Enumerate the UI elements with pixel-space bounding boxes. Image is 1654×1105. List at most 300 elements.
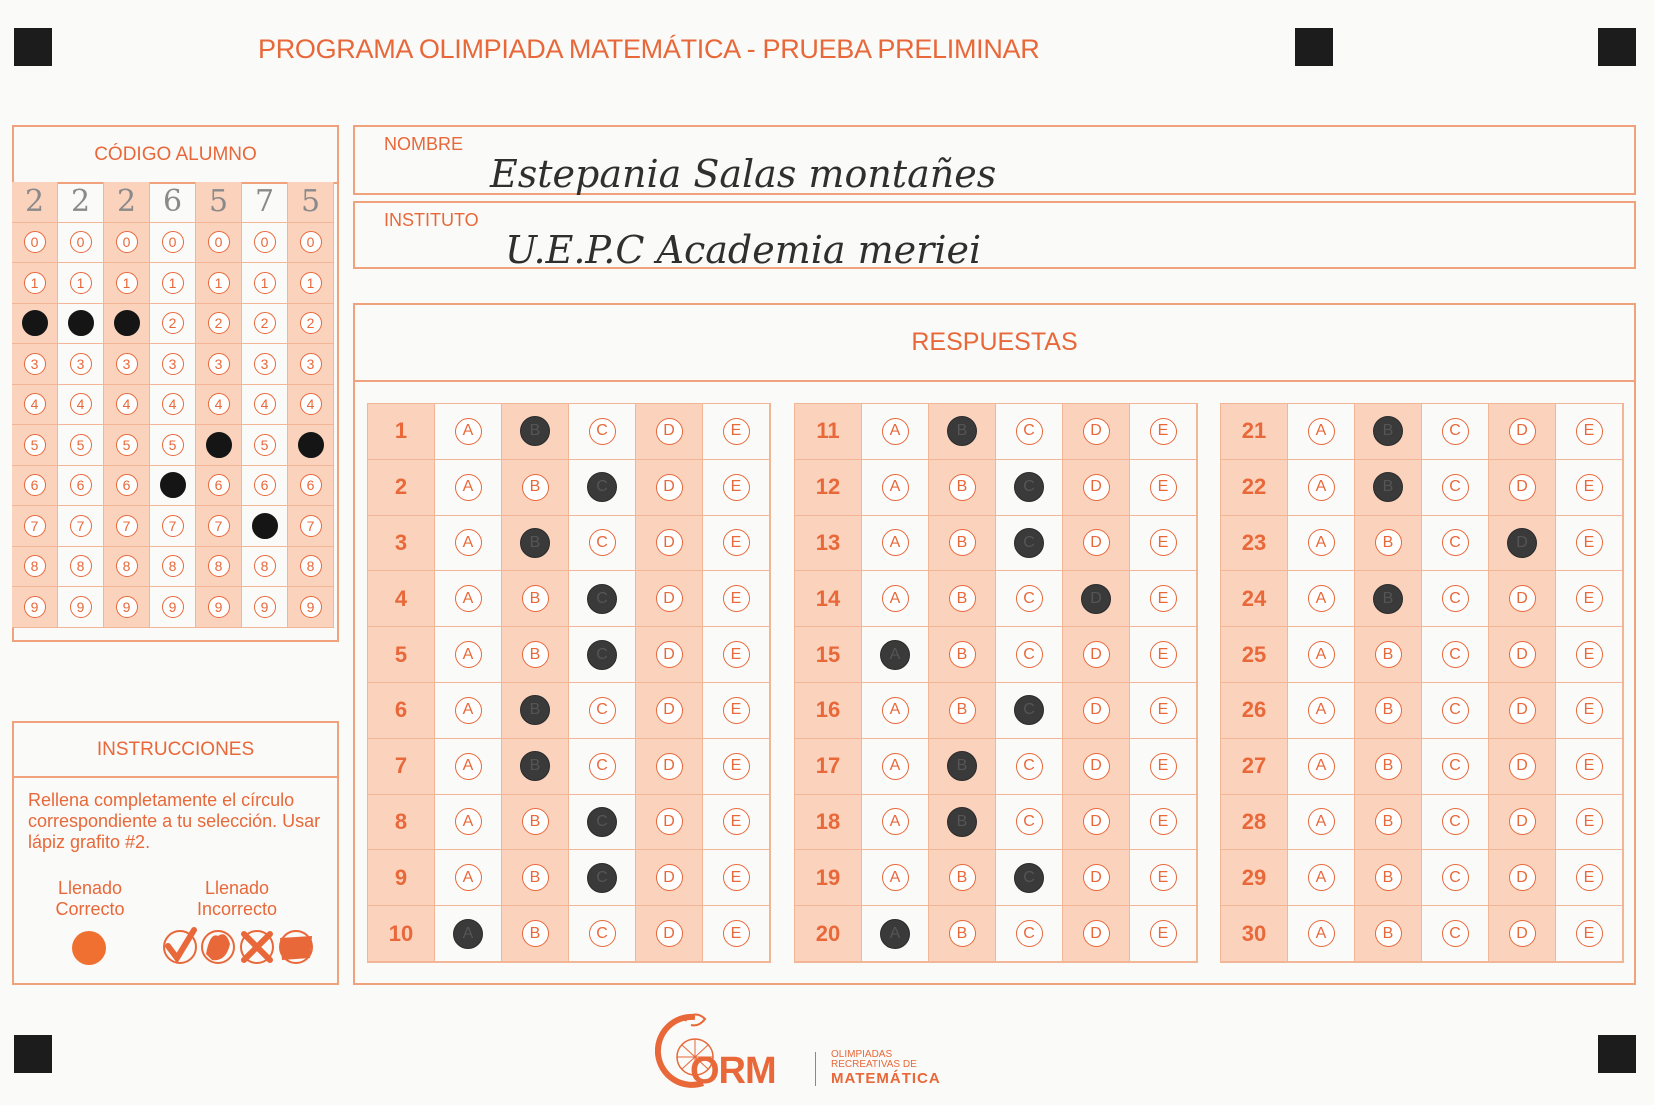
answer-bubble-filled[interactable]: B: [1373, 584, 1403, 614]
answer-bubble[interactable]: D: [656, 529, 683, 556]
answer-cell: [1063, 795, 1130, 851]
codigo-bubble[interactable]: 7: [70, 515, 92, 537]
codigo-bubble[interactable]: 1: [24, 272, 46, 294]
answer-bubble[interactable]: E: [723, 641, 750, 668]
codigo-cell: [58, 425, 104, 466]
answer-bubble[interactable]: A: [1308, 808, 1335, 835]
answer-bubble[interactable]: C: [1016, 641, 1043, 668]
codigo-bubble[interactable]: 4: [70, 393, 92, 415]
codigo-bubble-filled[interactable]: [114, 310, 140, 336]
answer-bubble-filled[interactable]: A: [880, 919, 910, 949]
answer-cell: [1288, 404, 1355, 460]
answer-bubble-filled[interactable]: C: [1014, 528, 1044, 558]
answer-bubble[interactable]: E: [1150, 697, 1177, 724]
answer-bubble[interactable]: A: [455, 585, 482, 612]
answer-bubble[interactable]: D: [656, 864, 683, 891]
codigo-bubble[interactable]: 5: [24, 434, 46, 456]
codigo-cell: [288, 587, 334, 628]
answer-cell: [1130, 404, 1197, 460]
answer-bubble[interactable]: A: [455, 697, 482, 724]
codigo-bubble[interactable]: 2: [208, 312, 230, 334]
answer-bubble[interactable]: E: [1150, 418, 1177, 445]
codigo-bubble[interactable]: 6: [70, 474, 92, 496]
answer-cell: [1556, 795, 1623, 851]
codigo-bubble[interactable]: 6: [254, 474, 276, 496]
codigo-bubble[interactable]: 6: [24, 474, 46, 496]
answer-bubble[interactable]: C: [1016, 585, 1043, 612]
answer-cell: [569, 739, 636, 795]
answer-cell: [569, 906, 636, 962]
codigo-cell: [288, 506, 334, 547]
answer-bubble[interactable]: D: [1083, 418, 1110, 445]
codigo-cell: [150, 547, 196, 588]
codigo-bubble[interactable]: 5: [254, 434, 276, 456]
answer-bubble[interactable]: E: [723, 529, 750, 556]
codigo-bubble[interactable]: 8: [24, 555, 46, 577]
codigo-cell: [104, 263, 150, 304]
codigo-bubble[interactable]: 2: [254, 312, 276, 334]
answer-bubble[interactable]: C: [1442, 697, 1469, 724]
answer-bubble[interactable]: B: [1375, 697, 1402, 724]
codigo-bubble[interactable]: 9: [116, 596, 138, 618]
codigo-bubble[interactable]: 5: [116, 434, 138, 456]
answer-bubble[interactable]: A: [1308, 753, 1335, 780]
codigo-bubble[interactable]: 7: [116, 515, 138, 537]
codigo-bubble-filled[interactable]: [298, 432, 324, 458]
codigo-bubble[interactable]: 0: [254, 231, 276, 253]
answer-bubble[interactable]: B: [1375, 753, 1402, 780]
codigo-bubble[interactable]: 8: [208, 555, 230, 577]
answer-bubble[interactable]: D: [1509, 697, 1536, 724]
answer-bubble[interactable]: E: [1150, 529, 1177, 556]
answer-bubble[interactable]: E: [723, 753, 750, 780]
answer-bubble[interactable]: E: [1150, 641, 1177, 668]
answer-bubble[interactable]: A: [455, 753, 482, 780]
answer-cell: [435, 795, 502, 851]
answer-bubble[interactable]: C: [589, 418, 616, 445]
codigo-bubble[interactable]: 3: [254, 353, 276, 375]
answer-bubble[interactable]: B: [522, 920, 549, 947]
codigo-cell: [150, 466, 196, 507]
answer-cell: [996, 627, 1063, 683]
answer-bubble-filled[interactable]: C: [587, 640, 617, 670]
answer-cell: [703, 627, 770, 683]
answer-bubble[interactable]: E: [1150, 864, 1177, 891]
answer-bubble[interactable]: C: [1442, 808, 1469, 835]
answer-bubble-filled[interactable]: B: [947, 751, 977, 781]
answer-cell: [1288, 906, 1355, 962]
codigo-bubble[interactable]: 3: [70, 353, 92, 375]
answer-bubble[interactable]: E: [1576, 697, 1603, 724]
question-number: 27: [1221, 739, 1288, 795]
answer-bubble-filled[interactable]: C: [1014, 863, 1044, 893]
answer-bubble[interactable]: E: [723, 920, 750, 947]
answer-cell: [1355, 906, 1422, 962]
answer-bubble-filled[interactable]: B: [1373, 416, 1403, 446]
codigo-bubble[interactable]: 1: [300, 272, 322, 294]
codigo-bubble[interactable]: 3: [24, 353, 46, 375]
answer-bubble[interactable]: D: [656, 418, 683, 445]
answer-bubble[interactable]: B: [949, 641, 976, 668]
answer-bubble[interactable]: B: [949, 697, 976, 724]
codigo-bubble[interactable]: 9: [300, 596, 322, 618]
codigo-bubble[interactable]: 4: [300, 393, 322, 415]
codigo-bubble[interactable]: 4: [162, 393, 184, 415]
answer-bubble[interactable]: B: [522, 474, 549, 501]
answer-bubble[interactable]: E: [1576, 753, 1603, 780]
answer-bubble[interactable]: E: [1150, 920, 1177, 947]
codigo-written-digit[interactable]: [288, 182, 334, 223]
answer-cell: [1130, 850, 1197, 906]
question-number: 18: [795, 795, 862, 851]
answer-bubble[interactable]: A: [1308, 529, 1335, 556]
codigo-bubble[interactable]: 0: [24, 231, 46, 253]
answer-bubble[interactable]: E: [723, 697, 750, 724]
answer-bubble[interactable]: C: [1442, 864, 1469, 891]
llenado-incorrecto-label: Llenado Incorrecto: [196, 878, 278, 919]
answer-bubble[interactable]: C: [1016, 418, 1043, 445]
codigo-cell: [58, 304, 104, 345]
codigo-bubble[interactable]: 8: [116, 555, 138, 577]
answer-bubble[interactable]: C: [1016, 753, 1043, 780]
codigo-bubble[interactable]: 2: [300, 312, 322, 334]
answer-bubble[interactable]: A: [882, 697, 909, 724]
answer-bubble-filled[interactable]: A: [453, 919, 483, 949]
answer-bubble-filled[interactable]: B: [947, 807, 977, 837]
codigo-bubble[interactable]: 4: [208, 393, 230, 415]
codigo-bubble[interactable]: 9: [24, 596, 46, 618]
answer-cell: [569, 795, 636, 851]
codigo-bubble[interactable]: 6: [116, 474, 138, 496]
answer-bubble[interactable]: D: [656, 641, 683, 668]
answer-bubble[interactable]: A: [455, 864, 482, 891]
codigo-bubble[interactable]: 1: [162, 272, 184, 294]
answer-cell: [1422, 627, 1489, 683]
codigo-bubble[interactable]: 1: [116, 272, 138, 294]
answer-bubble[interactable]: E: [1576, 920, 1603, 947]
codigo-bubble[interactable]: 1: [254, 272, 276, 294]
answer-bubble[interactable]: C: [589, 529, 616, 556]
codigo-bubble[interactable]: 2: [162, 312, 184, 334]
answer-cell: [1489, 571, 1556, 627]
answer-bubble[interactable]: E: [1576, 474, 1603, 501]
codigo-bubble[interactable]: 0: [300, 231, 322, 253]
answer-bubble[interactable]: D: [1083, 753, 1110, 780]
question-number: 13: [795, 516, 862, 572]
answer-bubble[interactable]: E: [1150, 808, 1177, 835]
answer-cell: [1355, 571, 1422, 627]
codigo-cell: [196, 263, 242, 304]
logo-line3: MATEMÁTICA: [831, 1070, 941, 1087]
answer-bubble[interactable]: D: [656, 920, 683, 947]
answer-bubble[interactable]: B: [949, 529, 976, 556]
codigo-bubble[interactable]: 0: [208, 231, 230, 253]
answer-bubble-filled[interactable]: B: [520, 528, 550, 558]
codigo-bubble[interactable]: 7: [162, 515, 184, 537]
codigo-bubble[interactable]: 7: [208, 515, 230, 537]
answer-cell: [1422, 571, 1489, 627]
answer-bubble[interactable]: D: [1083, 474, 1110, 501]
codigo-bubble[interactable]: 1: [70, 272, 92, 294]
answer-bubble[interactable]: E: [1576, 585, 1603, 612]
answer-cell: [703, 516, 770, 572]
answer-bubble[interactable]: B: [522, 641, 549, 668]
answer-bubble[interactable]: D: [1509, 418, 1536, 445]
answer-bubble[interactable]: B: [1375, 864, 1402, 891]
answer-bubble[interactable]: B: [949, 920, 976, 947]
answer-bubble[interactable]: C: [1442, 753, 1469, 780]
codigo-bubble[interactable]: 4: [254, 393, 276, 415]
codigo-bubble[interactable]: 6: [300, 474, 322, 496]
codigo-bubble-filled[interactable]: [252, 513, 278, 539]
codigo-bubble[interactable]: 9: [254, 596, 276, 618]
answer-bubble[interactable]: B: [949, 585, 976, 612]
answer-bubble[interactable]: C: [1442, 585, 1469, 612]
codigo-bubble[interactable]: 6: [208, 474, 230, 496]
answer-bubble[interactable]: D: [1083, 808, 1110, 835]
codigo-written-digit[interactable]: [242, 182, 288, 223]
answer-bubble[interactable]: B: [522, 585, 549, 612]
codigo-cell: [242, 587, 288, 628]
answer-bubble[interactable]: D: [1509, 474, 1536, 501]
codigo-bubble[interactable]: 4: [116, 393, 138, 415]
answer-bubble[interactable]: E: [723, 474, 750, 501]
codigo-cell: [150, 223, 196, 264]
codigo-bubble[interactable]: 4: [24, 393, 46, 415]
answer-bubble[interactable]: C: [1442, 474, 1469, 501]
question-number: 6: [368, 683, 435, 739]
answer-bubble-filled[interactable]: C: [587, 584, 617, 614]
answer-bubble[interactable]: A: [882, 474, 909, 501]
answer-bubble[interactable]: E: [723, 864, 750, 891]
answer-bubble[interactable]: A: [1308, 920, 1335, 947]
codigo-bubble-filled[interactable]: [22, 310, 48, 336]
answer-cell: [703, 683, 770, 739]
answer-bubble[interactable]: D: [1083, 529, 1110, 556]
answer-cell: [569, 627, 636, 683]
codigo-cell: [12, 223, 58, 264]
answer-bubble[interactable]: A: [455, 808, 482, 835]
question-number: 28: [1221, 795, 1288, 851]
answer-bubble[interactable]: A: [882, 585, 909, 612]
answer-cell: [1422, 795, 1489, 851]
codigo-written-digit[interactable]: [12, 182, 58, 223]
codigo-cell: [288, 263, 334, 304]
answer-bubble[interactable]: A: [455, 418, 482, 445]
answer-bubble[interactable]: A: [882, 529, 909, 556]
answer-bubble-filled[interactable]: B: [520, 695, 550, 725]
codigo-bubble[interactable]: 5: [162, 434, 184, 456]
codigo-bubble[interactable]: 0: [116, 231, 138, 253]
answer-bubble-filled[interactable]: A: [880, 640, 910, 670]
codigo-bubble[interactable]: 8: [254, 555, 276, 577]
answer-bubble[interactable]: D: [656, 697, 683, 724]
answer-cell: [862, 739, 929, 795]
answer-bubble[interactable]: E: [1576, 808, 1603, 835]
codigo-bubble-filled[interactable]: [68, 310, 94, 336]
answer-cell: [1422, 850, 1489, 906]
codigo-written-digit[interactable]: [58, 182, 104, 223]
answer-cell: [435, 460, 502, 516]
answer-bubble[interactable]: A: [1308, 474, 1335, 501]
answer-bubble[interactable]: B: [1375, 920, 1402, 947]
answer-bubble-filled[interactable]: C: [1014, 472, 1044, 502]
codigo-alumno-title: CÓDIGO ALUMNO: [14, 127, 337, 184]
answer-bubble[interactable]: A: [1308, 418, 1335, 445]
codigo-written-digit[interactable]: [104, 182, 150, 223]
answer-bubble[interactable]: B: [1375, 808, 1402, 835]
answer-bubble[interactable]: D: [1509, 585, 1536, 612]
answer-cell: [862, 571, 929, 627]
answer-bubble[interactable]: E: [723, 585, 750, 612]
answer-bubble[interactable]: E: [723, 808, 750, 835]
answer-bubble[interactable]: C: [1442, 529, 1469, 556]
answer-bubble[interactable]: A: [455, 529, 482, 556]
answer-cell: [703, 404, 770, 460]
answer-bubble[interactable]: E: [1150, 474, 1177, 501]
codigo-bubble[interactable]: 7: [24, 515, 46, 537]
answer-cell: [1130, 460, 1197, 516]
answer-bubble[interactable]: D: [1083, 864, 1110, 891]
codigo-bubble[interactable]: 3: [116, 353, 138, 375]
answer-cell: [1063, 906, 1130, 962]
answer-cell: [703, 460, 770, 516]
codigo-bubble[interactable]: 8: [162, 555, 184, 577]
answer-bubble[interactable]: D: [656, 753, 683, 780]
answer-bubble[interactable]: A: [455, 641, 482, 668]
answer-bubble[interactable]: C: [589, 753, 616, 780]
codigo-bubble[interactable]: 9: [162, 596, 184, 618]
codigo-cell: [288, 304, 334, 345]
answer-bubble[interactable]: C: [1016, 920, 1043, 947]
answer-bubble[interactable]: A: [455, 474, 482, 501]
answer-bubble[interactable]: C: [589, 697, 616, 724]
answer-cell: [1063, 571, 1130, 627]
answer-bubble-filled[interactable]: C: [1014, 695, 1044, 725]
handwritten-digit: 2: [70, 184, 91, 220]
answer-bubble[interactable]: A: [1308, 641, 1335, 668]
answer-cell: [862, 460, 929, 516]
answer-bubble[interactable]: A: [882, 808, 909, 835]
answer-bubble[interactable]: D: [1509, 641, 1536, 668]
answer-cell: [1130, 739, 1197, 795]
codigo-bubble-filled[interactable]: [160, 472, 186, 498]
answer-cell: [1130, 683, 1197, 739]
answer-bubble[interactable]: B: [522, 808, 549, 835]
answer-bubble-filled[interactable]: B: [947, 416, 977, 446]
answer-bubble-filled[interactable]: B: [520, 751, 550, 781]
codigo-bubble[interactable]: 8: [300, 555, 322, 577]
answer-bubble[interactable]: A: [882, 418, 909, 445]
answer-bubble[interactable]: D: [1509, 864, 1536, 891]
answer-bubble-filled[interactable]: C: [587, 807, 617, 837]
answer-bubble[interactable]: C: [1442, 920, 1469, 947]
answer-cell: [1130, 627, 1197, 683]
answer-bubble[interactable]: C: [1442, 418, 1469, 445]
answer-bubble-filled[interactable]: D: [1081, 584, 1111, 614]
answer-bubble[interactable]: D: [1083, 697, 1110, 724]
answer-bubble[interactable]: D: [1083, 641, 1110, 668]
answer-bubble[interactable]: B: [522, 864, 549, 891]
answer-bubble-filled[interactable]: B: [520, 416, 550, 446]
answer-cell: [862, 404, 929, 460]
answer-cell: [1489, 516, 1556, 572]
answer-cell: [1063, 850, 1130, 906]
answer-bubble[interactable]: D: [1509, 808, 1536, 835]
answer-cell: [929, 795, 996, 851]
codigo-bubble[interactable]: 3: [208, 353, 230, 375]
answer-bubble[interactable]: E: [723, 418, 750, 445]
answer-bubble-filled[interactable]: C: [587, 472, 617, 502]
answer-bubble[interactable]: B: [1375, 529, 1402, 556]
nombre-value: Estepania Salas montañes: [490, 152, 997, 196]
answer-cell: [1130, 906, 1197, 962]
codigo-bubble[interactable]: 0: [162, 231, 184, 253]
codigo-written-digit[interactable]: [196, 182, 242, 223]
answer-cell: [996, 460, 1063, 516]
answer-bubble[interactable]: E: [1576, 641, 1603, 668]
answer-bubble[interactable]: D: [1509, 753, 1536, 780]
codigo-bubble[interactable]: 9: [70, 596, 92, 618]
answer-bubble[interactable]: A: [1308, 585, 1335, 612]
answer-bubble[interactable]: B: [949, 474, 976, 501]
answer-bubble[interactable]: E: [1576, 418, 1603, 445]
codigo-bubble[interactable]: 8: [70, 555, 92, 577]
answer-bubble[interactable]: C: [1016, 808, 1043, 835]
answer-bubble[interactable]: A: [1308, 864, 1335, 891]
answer-bubble[interactable]: D: [656, 474, 683, 501]
answer-bubble[interactable]: B: [949, 864, 976, 891]
answer-bubble-filled[interactable]: C: [587, 863, 617, 893]
answer-bubble[interactable]: D: [656, 808, 683, 835]
question-number: 2: [368, 460, 435, 516]
answer-bubble[interactable]: C: [1442, 641, 1469, 668]
answer-bubble[interactable]: E: [1150, 585, 1177, 612]
codigo-bubble[interactable]: 5: [70, 434, 92, 456]
answer-bubble[interactable]: A: [1308, 697, 1335, 724]
answer-bubble[interactable]: D: [1509, 920, 1536, 947]
answer-bubble[interactable]: C: [589, 920, 616, 947]
answer-cell: [636, 571, 703, 627]
question-number: 5: [368, 627, 435, 683]
answer-bubble[interactable]: E: [1576, 529, 1603, 556]
answer-bubble[interactable]: E: [1576, 864, 1603, 891]
answer-cell: [435, 739, 502, 795]
question-number: 25: [1221, 627, 1288, 683]
answer-cell: [569, 460, 636, 516]
codigo-bubble[interactable]: 0: [70, 231, 92, 253]
answer-bubble[interactable]: D: [656, 585, 683, 612]
answer-bubble[interactable]: D: [1083, 920, 1110, 947]
question-number: 3: [368, 516, 435, 572]
codigo-written-digit[interactable]: [150, 182, 196, 223]
codigo-bubble[interactable]: 1: [208, 272, 230, 294]
answer-bubble[interactable]: B: [1375, 641, 1402, 668]
codigo-bubble[interactable]: 3: [300, 353, 322, 375]
codigo-bubble[interactable]: 9: [208, 596, 230, 618]
codigo-bubble[interactable]: 3: [162, 353, 184, 375]
codigo-bubble[interactable]: 7: [300, 515, 322, 537]
codigo-cell: [242, 547, 288, 588]
answer-bubble[interactable]: E: [1150, 753, 1177, 780]
answer-bubble-filled[interactable]: D: [1507, 528, 1537, 558]
answer-bubble-filled[interactable]: B: [1373, 472, 1403, 502]
question-number: 4: [368, 571, 435, 627]
answer-bubble[interactable]: A: [882, 753, 909, 780]
answer-cell: [636, 404, 703, 460]
answer-bubble[interactable]: A: [882, 864, 909, 891]
codigo-bubble-filled[interactable]: [206, 432, 232, 458]
